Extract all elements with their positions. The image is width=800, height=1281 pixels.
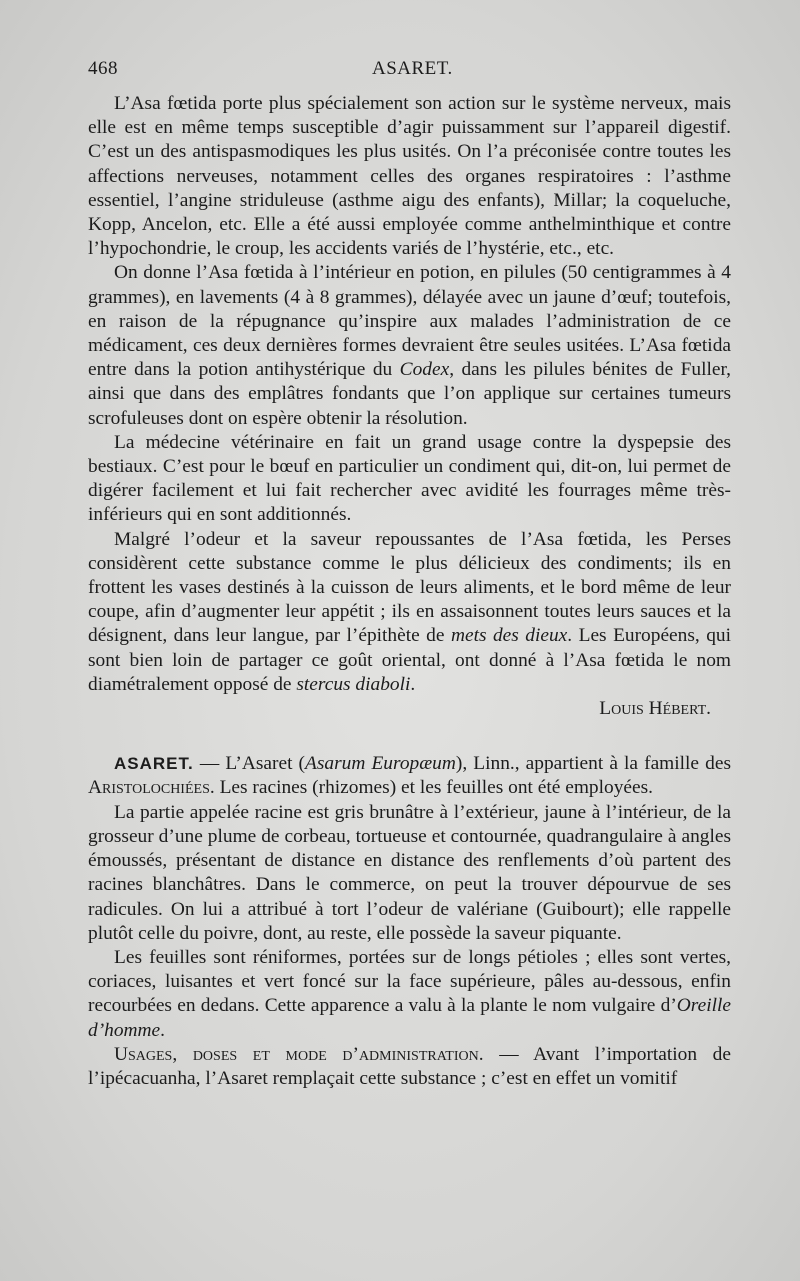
persians-text: Malgré l’odeur et la saveur repoussantes de l’Asa fœtida, les Perses considèrent cette substance comme le plus délicieux des condiments; ils en frottent les vases destinés à la cuisson de leurs aliments, et le bord même de leur coupe, afin d’augmenter leur appétit ; ils en assaisonnent toutes leurs sauces et la désignent, dans leur langue, par l’épithète de xyxy=(88,528,731,647)
usage-heading: Usages, doses et mode d’administration. xyxy=(114,1043,484,1065)
article-intro xyxy=(88,752,731,800)
intro-text-mid: ), Linn., appartient à la famille des xyxy=(455,753,731,775)
common-name: Oreille d’homme xyxy=(88,995,731,1041)
latin-name: Asarum Europæum xyxy=(305,753,456,775)
body-text xyxy=(88,92,731,1091)
paragraph-root-description: La partie appelée racine est gris brunâtre à l’extérieur, jaune à l’intérieur, de la grosseur d’une plume de corbeau, tortueuse et contournée, quadrangulaire à angles émoussés, présentant de distance en distance des renflements d’où partent des racines blanchâtres. Dans le commerce, on peut la trouver dépourvue de ses radicules. On lui a attribué à tort l’odeur de valériane (Guibourt); elle rappelle plutôt celle du poivre, dont, au reste, elle possède la saveur piquante. xyxy=(88,801,731,944)
author-signature: Louis Hébert. xyxy=(599,698,711,720)
mets-des-dieux-term: mets des dieux xyxy=(450,625,568,647)
leaves-text-end: . xyxy=(160,1019,166,1041)
family-name: Aristolochiées xyxy=(88,777,210,799)
intro-text: — L’Asaret ( xyxy=(193,753,306,775)
paragraph-veterinary: La médecine vétérinaire en fait un grand usage contre la dyspepsie des bestiaux. C’est pour le bœuf en particulier un condiment qui, dit-on, lui permet de digérer facilement et lui fait rechercher avec avidité les fourrages même très-inférieurs qui en sont additionnés. xyxy=(88,431,731,526)
paragraph-usage xyxy=(88,1043,731,1091)
stercus-diaboli-term: stercus diaboli xyxy=(296,673,411,695)
article-headword: ASARET. xyxy=(114,754,194,774)
paragraph-leaves xyxy=(88,946,731,1043)
page-number: 468 xyxy=(88,58,118,79)
leaves-text: Les feuilles sont réniformes, portées sur de longs pétioles ; elles sont vertes, coriaces, luisantes et vert foncé sur la face supérieure, pâles au-dessous, enfin recourbées en dedans. Cette apparence a valu à la plante le nom vulgaire d’ xyxy=(88,946,731,1017)
paragraph-dosage xyxy=(88,261,731,430)
page-header xyxy=(88,58,728,86)
dosage-text: On donne l’Asa fœtida à l’intérieur en potion, en pilules (50 centigrammes à 4 grammes), en lavements (4 à 8 grammes), délayée avec un jaune d’œuf; toutefois, en raison de la répugnance qu’inspire aux malades l’administration de ce médicament, ces deux dernières formes devraient être seules usitées. L’Asa fœtida entre dans la potion antihystérique du xyxy=(88,262,731,381)
persians-text-mid: . Les Européens, qui sont bien loin de partager ce goût oriental, ont donné à l’Asa fœtida le nom diamétralement opposé de xyxy=(88,625,732,695)
paragraph-persians xyxy=(88,528,731,697)
usage-text: — Avant l’importation de l’ipécacuanha, l’Asaret remplaçait cette substance ; c’est en effet un vomitif xyxy=(88,1043,731,1089)
intro-text-end: . Les racines (rhizomes) et les feuilles ont été employées. xyxy=(209,777,654,799)
codex-term: Codex xyxy=(399,359,450,381)
paragraph-effects: L’Asa fœtida porte plus spécialement son action sur le système nerveux, mais elle est en même temps susceptible d’agir puissamment sur l’appareil digestif. C’est un des antispasmodiques les plus usités. On l’a préconisée contre toutes les affections nerveuses, notamment celles des organes respiratoires : l’asthme essentiel, l’angine striduleuse (asthme aigu des enfants), Millar; la coqueluche, Kopp, Ancelon, etc. Elle a été aussi employée comme anthelminthique et contre l’hypochondrie, le croup, les accidents variés de l’hystérie, etc., etc. xyxy=(88,93,731,260)
dosage-text-end: , dans les pilules bénites de Fuller, ainsi que dans des emplâtres fondants que l’on applique sur certaines tumeurs scrofuleuses dont on espère obtenir la résolution. xyxy=(88,359,731,429)
running-title: ASARET. xyxy=(372,58,453,79)
persians-text-end: . xyxy=(410,673,416,695)
